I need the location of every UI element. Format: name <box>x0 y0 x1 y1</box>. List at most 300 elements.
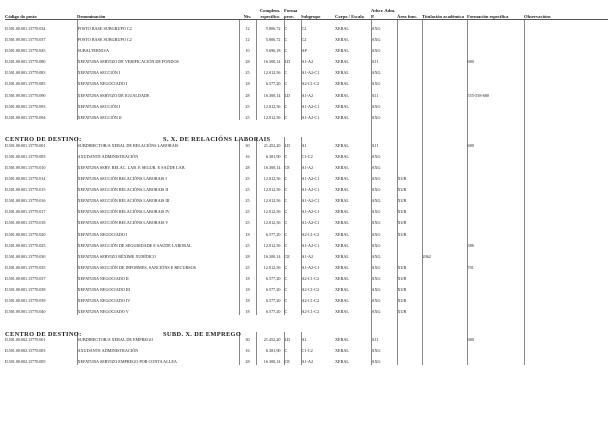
cell-corpo-escala: XERAL <box>335 70 349 76</box>
cell-observacions <box>524 76 608 87</box>
cell-corpo-escala: XERAL <box>335 209 349 215</box>
cell-complemento: 12.012,56 <box>256 237 284 248</box>
cell-area-func: XUR <box>397 293 422 304</box>
cell-nivel: 25 <box>239 109 256 120</box>
cell-corpo-escala: XERAL <box>335 153 349 159</box>
cell-corpo-escala: XERAL <box>335 242 349 248</box>
cell-denominacion: SUBDIRECTOR/A XERAL DE EMPREGO <box>77 332 239 343</box>
cell-denominacion: XEFATURA SERVIZO RÉXIME XURÍDICO <box>77 248 239 259</box>
cell-corpo-escala: XERAL <box>335 142 349 148</box>
cell-complemento: 6.577,20 <box>256 304 284 315</box>
cell-titulacion <box>422 293 467 304</box>
cell-codigo: II.501.00.001.15770.014 <box>5 176 46 182</box>
table-row <box>5 282 608 293</box>
header-formacion: Formación específica <box>467 8 524 20</box>
cell-formacion <box>467 20 524 32</box>
table-row <box>5 193 608 204</box>
cell-area-func: XUR <box>397 171 422 182</box>
cell-adscr: AXG <box>371 98 397 109</box>
cell-corpo-escala: XERAL <box>335 231 349 237</box>
cell-codigo: II.501.00.001.15770.016 <box>5 198 46 204</box>
cell-formacion <box>467 109 524 120</box>
cell-subgrupo: A1-A2 <box>301 160 335 171</box>
table-row <box>5 76 608 87</box>
cell-observacions <box>524 87 608 98</box>
table-row <box>5 293 608 304</box>
cell-subgrupo: A2-C1-C2 <box>301 282 335 293</box>
header-row <box>5 8 608 20</box>
cell-adscr: AXG <box>371 160 397 171</box>
cell-adscr: AXG <box>371 43 397 54</box>
cell-adscr: AXG <box>371 76 397 87</box>
cell-adscr: AXG <box>371 32 397 43</box>
cell-subgrupo: A1-A2-C1 <box>301 193 335 204</box>
table-row <box>5 226 608 237</box>
cell-complemento: 6.381,90 <box>256 343 284 354</box>
cell-observacions <box>524 193 608 204</box>
cell-corpo-escala: XERAL <box>335 81 349 87</box>
cell-codigo: II.501.00.002.15770.005 <box>5 359 46 365</box>
cell-complemento: 16.300,14 <box>256 354 284 365</box>
cell-adscr: AXG <box>371 354 397 365</box>
cell-adscr: AXG <box>371 182 397 193</box>
cell-area-func <box>397 87 422 98</box>
cell-codigo: II.501.00.001.15770.093 <box>5 103 46 109</box>
cell-titulacion <box>422 226 467 237</box>
cell-area-func: XUR <box>397 193 422 204</box>
section-label: CENTRO DE DESTINO: <box>5 136 82 144</box>
cell-nivel: 25 <box>239 182 256 193</box>
cell-titulacion <box>422 98 467 109</box>
cell-codigo: II.501.00.001.15770.037 <box>5 37 46 43</box>
cell-corpo-escala: XERAL <box>335 92 349 98</box>
cell-titulacion <box>422 182 467 193</box>
header-denominacion: Denominación <box>77 8 239 20</box>
cell-corpo-escala: XERAL <box>335 198 349 204</box>
cell-complemento: 16.300,14 <box>256 54 284 65</box>
cell-corpo-escala: XERAL <box>335 220 349 226</box>
cell-codigo: II.501.00.001.15770.017 <box>5 209 46 215</box>
cell-observacions <box>524 343 608 354</box>
cell-area-func <box>397 65 422 76</box>
section-title-cell <box>5 120 335 144</box>
cell-observacions <box>524 332 608 343</box>
cell-complemento: 16.300,14 <box>256 87 284 98</box>
cell-titulacion <box>422 65 467 76</box>
cell-subgrupo: A2-C1-C2 <box>301 226 335 237</box>
cell-nivel: 25 <box>239 259 256 270</box>
cell-formacion: 680 <box>467 137 524 148</box>
cell-nivel: 12 <box>239 20 256 32</box>
cell-corpo-escala: XERAL <box>335 114 349 120</box>
cell-subgrupo: C2 <box>301 32 335 43</box>
cell-codigo: II.501.00.001.15770.018 <box>5 220 46 226</box>
cell-observacions <box>524 171 608 182</box>
cell-subgrupo: C1-C2 <box>301 343 335 354</box>
cell-titulacion <box>422 148 467 159</box>
section-spacer-cell <box>397 315 422 332</box>
cell-codigo: II.501.00.001.15770.085 <box>5 81 46 87</box>
cell-corpo-escala: XERAL <box>335 37 349 43</box>
cell-area-func <box>397 343 422 354</box>
cell-codigo: II.501.00.001.15770.040 <box>5 309 46 315</box>
cell-area-func <box>397 237 422 248</box>
header-complemento: Complem. específico <box>256 8 284 20</box>
section-header-row <box>5 120 608 137</box>
cell-nivel: 25 <box>239 171 256 182</box>
cell-formacion <box>467 354 524 365</box>
cell-titulacion <box>422 87 467 98</box>
cell-formacion: 555-558-680 <box>467 87 524 98</box>
cell-forma-prov: C <box>284 293 301 304</box>
cell-titulacion <box>422 43 467 54</box>
cell-area-func: XUR <box>397 304 422 315</box>
cell-area-func <box>397 98 422 109</box>
cell-denominacion: XEFATURA SECCIÓN RELACIÓNS LABORAIS III <box>77 193 239 204</box>
cell-subgrupo: A1 <box>301 137 335 148</box>
cell-titulacion <box>422 282 467 293</box>
table-row <box>5 137 608 148</box>
cell-formacion <box>467 182 524 193</box>
table-body <box>5 20 608 365</box>
cell-codigo: II.501.00.001.15770.038 <box>5 287 46 293</box>
cell-adscr: AXG <box>371 237 397 248</box>
cell-codigo: II.501.00.001.15770.080 <box>5 59 46 65</box>
cell-subgrupo: A1-A2-C1 <box>301 171 335 182</box>
cell-formacion: 680 <box>467 332 524 343</box>
cell-complemento: 12.012,56 <box>256 182 284 193</box>
cell-forma-prov: CE <box>284 248 301 259</box>
cell-titulacion <box>422 204 467 215</box>
cell-corpo-escala: XERAL <box>335 48 349 54</box>
cell-formacion: 701 <box>467 259 524 270</box>
report-page <box>0 8 615 447</box>
cell-subgrupo: A1-A2-C1 <box>301 237 335 248</box>
cell-codigo: II.501.00.001.15770.034 <box>5 25 46 31</box>
cell-forma-prov: C <box>284 76 301 87</box>
cell-adscr: AXG <box>371 215 397 226</box>
cell-nivel: 12 <box>239 32 256 43</box>
cell-complemento: 6.577,20 <box>256 76 284 87</box>
cell-complemento: 12.012,56 <box>256 171 284 182</box>
cell-observacions <box>524 248 608 259</box>
table-row <box>5 182 608 193</box>
cell-nivel: 16 <box>239 148 256 159</box>
cell-corpo-escala: XERAL <box>335 164 349 170</box>
cell-observacions <box>524 282 608 293</box>
cell-codigo: II.501.00.001.15770.090 <box>5 92 46 98</box>
cell-nivel: 28 <box>239 54 256 65</box>
cell-observacions <box>524 148 608 159</box>
cell-denominacion: XEFATURA NEGOCIADO I <box>77 76 239 87</box>
cell-subgrupo: A2-C1-C2 <box>301 293 335 304</box>
cell-area-func: XUR <box>397 259 422 270</box>
cell-codigo: II.501.00.001.15770.037 <box>5 275 46 281</box>
cell-area-func <box>397 20 422 32</box>
cell-observacions <box>524 43 608 54</box>
header-nivel: Niv. <box>239 8 256 20</box>
header-corpo-escala: Corpo / Escala <box>335 8 371 20</box>
cell-forma-prov: C <box>284 32 301 43</box>
cell-denominacion: POSTO BASE SUBGRUPO C2 <box>77 20 239 32</box>
cell-denominacion: XEFATURA SECCIÓN II <box>77 109 239 120</box>
cell-observacions <box>524 182 608 193</box>
table-row <box>5 171 608 182</box>
table-row <box>5 160 608 171</box>
cell-subgrupo: A1-A2-C1 <box>301 65 335 76</box>
cell-titulacion <box>422 237 467 248</box>
cell-area-func <box>397 248 422 259</box>
cell-corpo-escala: XERAL <box>335 309 349 315</box>
cell-nivel: 25 <box>239 65 256 76</box>
cell-adscr: AXG <box>371 343 397 354</box>
cell-adscr: AXG <box>371 148 397 159</box>
cell-formacion <box>467 226 524 237</box>
section-spacer-cell <box>422 120 467 137</box>
cell-adscr: AXG <box>371 259 397 270</box>
cell-adscr: AXG <box>371 270 397 281</box>
cell-codigo: II.501.00.001.15770.083 <box>5 70 46 76</box>
cell-corpo-escala: XERAL <box>335 103 349 109</box>
cell-complemento: 6.577,20 <box>256 282 284 293</box>
cell-nivel: 30 <box>239 137 256 148</box>
section-spacer-cell <box>397 120 422 137</box>
cell-titulacion <box>422 54 467 65</box>
cell-codigo: II.501.00.001.15770.003 <box>5 153 46 159</box>
cell-titulacion <box>422 76 467 87</box>
cell-formacion <box>467 343 524 354</box>
cell-formacion <box>467 204 524 215</box>
header-adscr: Adscr. Adm. P. <box>371 8 396 19</box>
section-spacer-cell <box>524 120 608 137</box>
cell-corpo-escala: XERAL <box>335 176 349 182</box>
cell-subgrupo: A1-A2 <box>301 248 335 259</box>
table-row <box>5 248 608 259</box>
cell-observacions <box>524 65 608 76</box>
cell-observacions <box>524 54 608 65</box>
cell-complemento: 12.012,56 <box>256 65 284 76</box>
cell-forma-prov: C <box>284 109 301 120</box>
cell-area-func: XUR <box>397 204 422 215</box>
cell-nivel: 25 <box>239 98 256 109</box>
section-title: SUBD. X. DE EMPREGO <box>163 330 242 338</box>
cell-nivel: 18 <box>239 282 256 293</box>
cell-codigo: II.501.00.001.15770.010 <box>5 164 46 170</box>
cell-adscr: A11 <box>371 54 397 65</box>
cell-forma-prov: C <box>284 148 301 159</box>
cell-denominacion: XEFATURA NEGOCIADO V <box>77 304 239 315</box>
cell-adscr: A11 <box>371 137 397 148</box>
cell-forma-prov: C <box>284 259 301 270</box>
cell-observacions <box>524 20 608 32</box>
cell-forma-prov: LD <box>284 137 301 148</box>
cell-denominacion: XEFATURA SECCIÓN I <box>77 98 239 109</box>
cell-area-func: XUR <box>397 270 422 281</box>
cell-subgrupo: A2-C1-C2 <box>301 270 335 281</box>
section-spacer-cell <box>335 120 371 137</box>
cell-area-func <box>397 160 422 171</box>
cell-adscr: A11 <box>371 87 397 98</box>
cell-formacion <box>467 270 524 281</box>
cell-corpo-escala: XERAL <box>335 264 349 270</box>
header-observacions: Observacións <box>524 8 608 20</box>
cell-nivel: 28 <box>239 160 256 171</box>
table-row <box>5 304 608 315</box>
header-area-func: Área func. <box>397 8 422 20</box>
cell-complemento: 12.012,56 <box>256 259 284 270</box>
cell-titulacion <box>422 20 467 32</box>
table-row <box>5 65 608 76</box>
cell-complemento: 16.300,14 <box>256 160 284 171</box>
cell-nivel: 16 <box>239 343 256 354</box>
cell-observacions <box>524 98 608 109</box>
cell-formacion <box>467 32 524 43</box>
cell-denominacion: SUBALTERNO/A <box>77 43 239 54</box>
cell-forma-prov: C <box>284 182 301 193</box>
cell-formacion <box>467 98 524 109</box>
cell-codigo: II.501.00.001.15770.039 <box>5 298 46 304</box>
cell-titulacion <box>422 259 467 270</box>
cell-complemento: 12.012,56 <box>256 193 284 204</box>
cell-corpo-escala: XERAL <box>335 359 349 365</box>
cell-denominacion: XEFATURA SERVIZO DE IGUALDADE <box>77 87 239 98</box>
cell-titulacion <box>422 354 467 365</box>
section-title-cell <box>5 315 335 338</box>
cell-adscr: AXG <box>371 204 397 215</box>
cell-area-func: XUR <box>397 282 422 293</box>
table-row <box>5 332 608 343</box>
cell-complemento: 12.012,56 <box>256 215 284 226</box>
cell-titulacion: 2062 <box>422 248 467 259</box>
cell-forma-prov: C <box>284 98 301 109</box>
cell-formacion <box>467 282 524 293</box>
cell-denominacion: XEFATURA NEGOCIADO III <box>77 282 239 293</box>
cell-forma-prov: C <box>284 43 301 54</box>
table-row <box>5 98 608 109</box>
section-spacer-cell <box>422 315 467 332</box>
cell-titulacion <box>422 109 467 120</box>
cell-subgrupo: AP <box>301 43 335 54</box>
cell-observacions <box>524 137 608 148</box>
table-header <box>5 8 608 20</box>
cell-forma-prov: C <box>284 226 301 237</box>
table-row <box>5 87 608 98</box>
cell-observacions <box>524 109 608 120</box>
cell-area-func <box>397 148 422 159</box>
cell-codigo: II.501.00.001.15770.015 <box>5 187 46 193</box>
cell-adscr: AXG <box>371 282 397 293</box>
cell-denominacion: XEFATURA SECCIÓN RELACIÓNS LABORAIS II <box>77 182 239 193</box>
cell-denominacion: SUBDIRECTOR/A XERAL DE RELACIÓNS LABORAIS <box>77 137 239 148</box>
cell-denominacion: XEFATURA SECCIÓN DE INFORMES, SANCIÓNS E RECURSOS <box>77 259 239 270</box>
cell-nivel: 25 <box>239 215 256 226</box>
cell-formacion <box>467 171 524 182</box>
cell-corpo-escala: XERAL <box>335 348 349 354</box>
cell-formacion <box>467 148 524 159</box>
table-row <box>5 32 608 43</box>
cell-nivel: 10 <box>239 43 256 54</box>
cell-complemento: 6.577,20 <box>256 226 284 237</box>
cell-corpo-escala: XERAL <box>335 25 349 31</box>
cell-denominacion: XEFATURA SECCIÓN DE SEGURIDADE E SAÚDE LABORAL <box>77 237 239 248</box>
cell-titulacion <box>422 304 467 315</box>
job-positions-table <box>5 8 608 365</box>
cell-area-func <box>397 137 422 148</box>
table-row <box>5 259 608 270</box>
cell-adscr: AXG <box>371 293 397 304</box>
cell-denominacion: XEFATURA SECCIÓN RELACIÓNS LABORAIS I <box>77 171 239 182</box>
cell-complemento: 6.577,20 <box>256 270 284 281</box>
cell-subgrupo: A1-A2-C1 <box>301 204 335 215</box>
cell-complemento: 21.452,20 <box>256 332 284 343</box>
cell-adscr: A11 <box>371 332 397 343</box>
cell-forma-prov: CE <box>284 160 301 171</box>
cell-denominacion: POSTO BASE SUBGRUPO C2 <box>77 32 239 43</box>
cell-complemento: 6.381,90 <box>256 148 284 159</box>
cell-forma-prov: C <box>284 193 301 204</box>
cell-nivel: 18 <box>239 76 256 87</box>
cell-complemento: 5.806,72 <box>256 20 284 32</box>
cell-forma-prov: C <box>284 171 301 182</box>
cell-denominacion: AXUDANTE ADMINISTRACIÓN <box>77 343 239 354</box>
section-spacer-cell <box>467 315 524 332</box>
cell-formacion <box>467 43 524 54</box>
cell-area-func <box>397 54 422 65</box>
table-row <box>5 20 608 32</box>
cell-corpo-escala: XERAL <box>335 59 349 65</box>
cell-area-func <box>397 354 422 365</box>
cell-titulacion <box>422 137 467 148</box>
cell-observacions <box>524 160 608 171</box>
section-spacer-cell <box>335 315 371 332</box>
cell-titulacion <box>422 270 467 281</box>
cell-titulacion <box>422 343 467 354</box>
cell-complemento: 16.300,14 <box>256 248 284 259</box>
header-subgrupo: Subgrupo <box>301 8 335 20</box>
table-row <box>5 270 608 281</box>
cell-corpo-escala: XERAL <box>335 275 349 281</box>
section-title: S. X. DE RELACIÓNS LABORAIS <box>163 136 271 144</box>
cell-subgrupo: A1-A2-C1 <box>301 98 335 109</box>
cell-subgrupo: C1-C2 <box>301 148 335 159</box>
table-row <box>5 237 608 248</box>
cell-adscr: AXG <box>371 226 397 237</box>
cell-observacions <box>524 293 608 304</box>
cell-forma-prov: C <box>284 282 301 293</box>
cell-complemento: 5.696,18 <box>256 43 284 54</box>
cell-denominacion: XEFATURA SECCIÓN RELACIÓNS LABORAIS IV <box>77 204 239 215</box>
cell-denominacion: XEFATURA SERVIZO DE VERIFICACIÓN DE FONDOS <box>77 54 239 65</box>
section-label: CENTRO DE DESTINO: <box>5 330 82 338</box>
cell-area-func <box>397 109 422 120</box>
cell-titulacion <box>422 32 467 43</box>
cell-formacion: 680 <box>467 54 524 65</box>
cell-area-func <box>397 43 422 54</box>
cell-corpo-escala: XERAL <box>335 187 349 193</box>
cell-codigo: II.501.00.002.15770.001 <box>5 337 46 343</box>
cell-observacions <box>524 32 608 43</box>
table-row <box>5 354 608 365</box>
cell-nivel: 18 <box>239 293 256 304</box>
cell-adscr: AXG <box>371 20 397 32</box>
section-spacer-cell <box>467 120 524 137</box>
cell-nivel: 28 <box>239 248 256 259</box>
cell-observacions <box>524 204 608 215</box>
cell-subgrupo: A2-C1-C2 <box>301 304 335 315</box>
cell-subgrupo: A1-A2-C1 <box>301 109 335 120</box>
cell-nivel: 18 <box>239 270 256 281</box>
cell-subgrupo: A1-A2-C1 <box>301 215 335 226</box>
